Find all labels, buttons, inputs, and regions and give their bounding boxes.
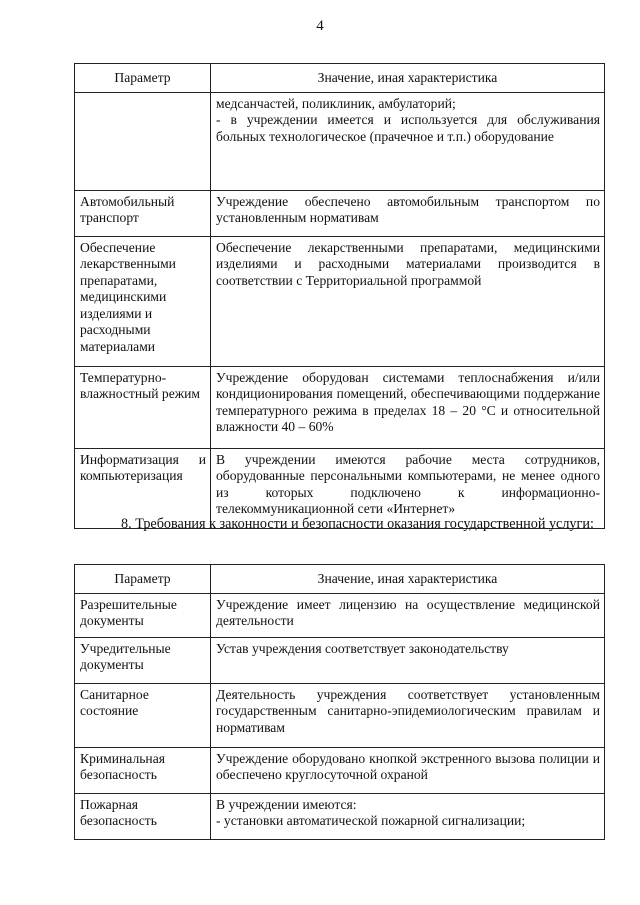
value-line: В учреждении имеются: (216, 796, 357, 812)
table-row (75, 92, 605, 190)
table-header-row (75, 64, 605, 93)
param-cell: Температурно-влажностный режим (75, 366, 211, 448)
param-cell: Пожарная безопасность (75, 793, 211, 839)
column-header-value: Значение, иная характеристика (211, 64, 605, 93)
section-heading: 8. Требования к законности и безопасности оказания государственной услуги: (121, 516, 594, 532)
column-header-value: Значение, иная характеристика (211, 565, 605, 594)
value-line: медсанчастей, поликлиник, амбулаторий; (216, 95, 456, 111)
param-cell: Обеспечение лекарственными препаратами, медицинскими изделиями и расходными материалами (75, 236, 211, 366)
table-row (75, 366, 605, 448)
value-cell: Учреждение обеспечено автомобильным транспортом по установленным нормативам (211, 190, 605, 236)
legality-safety-table (74, 564, 605, 840)
table-row (75, 236, 605, 366)
value-cell: Обеспечение лекарственными препаратами, медицинскими изделиями и расходными материалами производится в соответствии с Территориальной программой (211, 236, 605, 366)
table-row (75, 793, 605, 839)
value-cell: Деятельность учреждения соответствует установленным государственным санитарно-эпидемиологическим правилам и нормативам (211, 683, 605, 747)
value-cell: Учреждение имеет лицензию на осуществление медицинской деятельности (211, 593, 605, 637)
value-line: - установки автоматической пожарной сигнализации; (216, 813, 526, 828)
page-number: 4 (316, 18, 324, 34)
column-header-param: Параметр (75, 64, 211, 93)
value-line: - в учреждении имеется и используется для обслуживания больных технологическое (прачечное и т.п.) оборудование (216, 112, 600, 144)
param-cell: Разрешительные документы (75, 593, 211, 637)
table-header-row (75, 565, 605, 594)
param-cell: Учредительные документы (75, 637, 211, 683)
param-cell (75, 92, 211, 190)
param-cell: Информатизация и компьютеризация (75, 448, 211, 528)
service-conditions-table (74, 63, 605, 529)
table-row (75, 190, 605, 236)
value-cell (211, 92, 605, 190)
table-row (75, 683, 605, 747)
param-cell: Автомобильный транспорт (75, 190, 211, 236)
param-cell: Криминальная безопасность (75, 747, 211, 793)
value-cell: Устав учреждения соответствует законодательству (211, 637, 605, 683)
value-cell (211, 793, 605, 839)
value-cell: Учреждение оборудован системами теплоснабжения и/или кондиционирования помещений, обеспечивающими поддержание температурного режима в пределах 18 – 20 °C и относительной влажности 40 – 60% (211, 366, 605, 448)
column-header-param: Параметр (75, 565, 211, 594)
table-row (75, 747, 605, 793)
table-row (75, 637, 605, 683)
param-cell: Санитарное состояние (75, 683, 211, 747)
value-cell: В учреждении имеются рабочие места сотрудников, оборудованные персональными компьютерами, не менее одного из которых подключено к информационно-телекоммуникационной сети «Интернет» (211, 448, 605, 528)
table-row (75, 593, 605, 637)
value-cell: Учреждение оборудовано кнопкой экстренного вызова полиции и обеспечено круглосуточной охраной (211, 747, 605, 793)
